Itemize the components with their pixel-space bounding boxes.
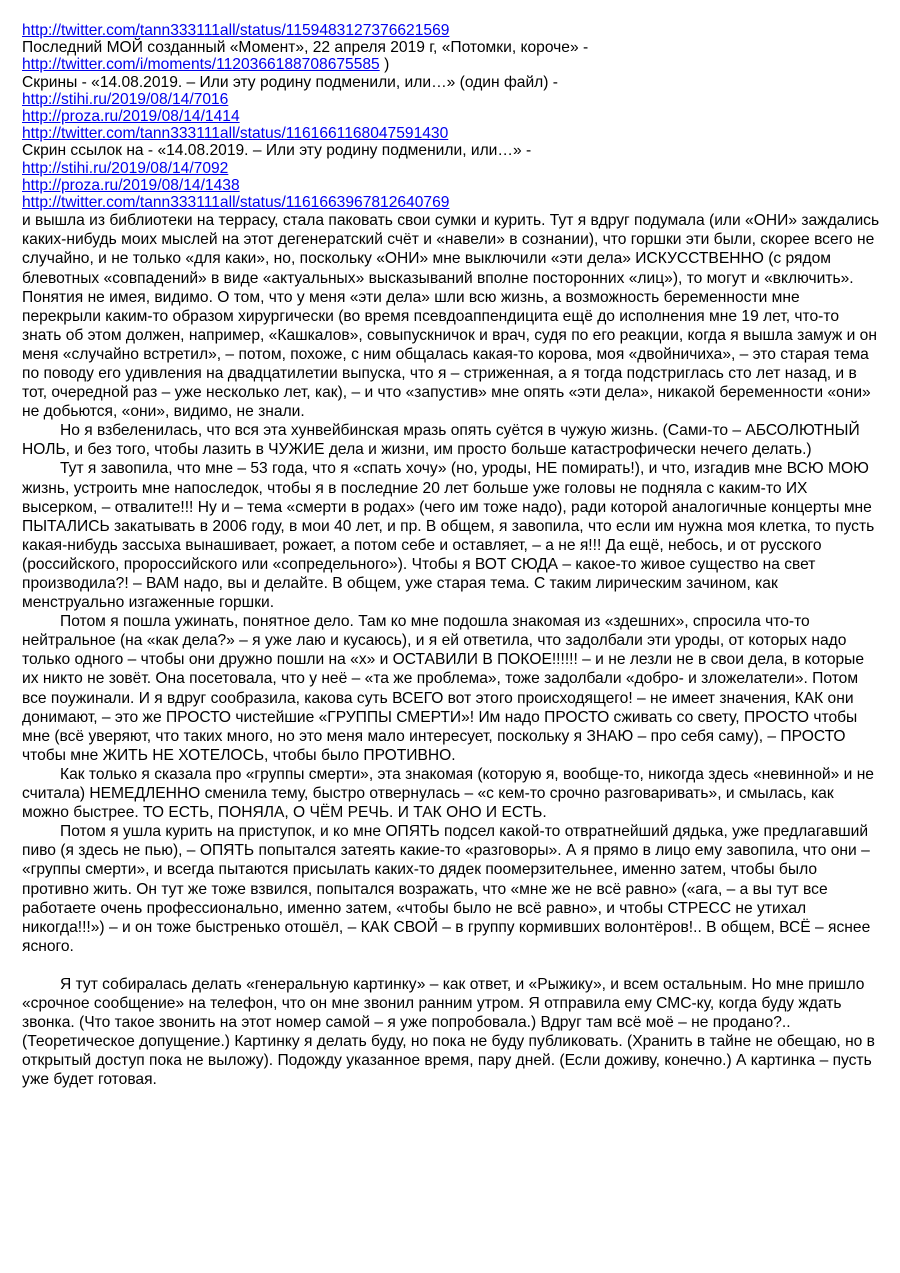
header-line-7 bbox=[22, 125, 882, 142]
body-text bbox=[22, 211, 882, 1089]
link-block bbox=[22, 22, 882, 211]
paragraph-3: Тут я завопила, что мне – 53 года, что я «спать хочу» (но, уроды, НЕ помирать!), и что, изгадив мне ВСЮ МОЮ жизнь, устроить мне напоследок, чтобы я в последние 20 лет больше уже головы не подняла с каким-то ИХ высерком, – отвалите!!! Ну и – тема «смерти в родах» (чего им тоже надо), ради которой аналогичные концерты мне ПЫТАЛИСЬ закатывать в 2006 году, в мои 40 лет, и пр. В общем, я завопила, что если им нужна моя клетка, то пусть какая-нибудь зассыха вынашивает, рожает, а потом себе и оставляет, – а не я!!! Да ещё, небось, и от русского (российского, пророссийского или «сопредельного»). Чтобы я ВОТ СЮДА – какое-то живое существо на свет производила?! – ВАМ надо, вы и делайте. В общем, уже старая тема. С таким лирическим зачином, как менструально изгаженные горшки. bbox=[22, 460, 875, 612]
proza-link-1[interactable]: http://proza.ru/2019/08/14/1414 bbox=[22, 108, 240, 126]
header-line-2: Последний МОЙ созданный «Момент», 22 апреля 2019 г, «Потомки, короче» - bbox=[22, 39, 589, 57]
proza-link-2[interactable]: http://proza.ru/2019/08/14/1438 bbox=[22, 176, 240, 194]
paragraph-6: Потом я ушла курить на приступок, и ко мне ОПЯТЬ подсел какой-то отвратнейший дядька, уже предлагавший пиво (я здесь не пью), – ОПЯТЬ попытался затеять какие-то «разговоры». А я прямо в лицо ему завопила, что они – «группы смерти», и всегда пытаются присылать каких-то дядек поомерзительнее, именно затем, чтобы было противно жить. Он тут же тоже взвился, попытался возражать, что «мне же не всё равно» («ага, – а вы тут все работаете очень профессионально, именно затем, «чтобы было не всё равно», и чтобы СТРЕСС не утихал никогда!!!») – и он тоже быстренько отошёл, – КАК СВОЙ – в группу кормивших волонтёров!.. В общем, ВСЁ – яснее ясного. bbox=[22, 823, 871, 955]
paragraph-4: Потом я пошла ужинать, понятное дело. Там ко мне подошла знакомая из «здешних», спросила что-то нейтральное (на «как дела?» – я уже лаю и кусаюсь), и я ей ответила, что задолбали эти уроды, от которых надо только одного – чтобы они дружно пошли на «х» и ОСТАВИЛИ В ПОКОЕ!!!!!! – и не лезли не в свои дела, в которые их никто не зовёт. Она посетовала, что у неё – «та же проблема», тоже задолбали «добро- и зложелатели». Потом все поужинали. И я вдруг сообразила, какова суть ВСЕГО вот этого происходящего! – не имеет значения, КАК они донимают, – это же ПРОСТО чистейшие «ГРУППЫ СМЕРТИ»! Им надо ПРОСТО сживать со свету, ПРОСТО чтобы мне (всё уверяют, что таких много, но это меня мало интересует, поскольку я ЗНАЮ – про себя саму), – ПРОСТО чтобы мне ЖИТЬ НЕ ХОТЕЛОСЬ, чтобы было ПРОТИВНО. bbox=[22, 613, 865, 764]
paragraph-2: Но я взбеленилась, что вся эта хунвейбинская мразь опять суётся в чужую жизнь. (Сами-то – АБСОЛЮТНЫЙ НОЛЬ, и без того, чтобы лазить в ЧУЖИЕ дела и жизни, им просто больше катастрофически нечего делать.) bbox=[22, 422, 860, 459]
header-line-1 bbox=[22, 22, 882, 39]
twitter-status-link-3[interactable]: http://twitter.com/tann333111all/status/1161663967812640769 bbox=[22, 194, 450, 212]
paragraph-gap bbox=[22, 956, 882, 975]
twitter-status-link-1[interactable]: http://twitter.com/tann333111all/status/1159483127376621569 bbox=[22, 22, 450, 39]
paragraph-5: Как только я сказала про «группы смерти», эта знакомая (которую я, вообще-то, никогда здесь «невинной» и не считала) НЕМЕДЛЕННО сменила тему, быстро отвернулась – «с кем-то срочно разговаривать», и смылась, как можно быстрее. ТО ЕСТЬ, ПОНЯЛА, О ЧЁМ РЕЧЬ. И ТАК ОНО И ЕСТЬ. bbox=[22, 765, 874, 822]
stihi-link-1[interactable]: http://stihi.ru/2019/08/14/7016 bbox=[22, 90, 229, 108]
header-line-4: Скрины - «14.08.2019. – Или эту родину подменили, или…» (один файл) - bbox=[22, 73, 558, 91]
paragraph-7: Я тут собиралась делать «генеральную картинку» – как ответ, и «Рыжику», и всем остальным. Но мне пришло «срочное сообщение» на телефон, что он мне звонил ранним утром. Я отправила ему СМС-ку, когда буду ждать звонка. (Что такое звонить на этот номер самой – я уже попробовала.) Вдруг там всё моё – не продано?.. (Теоретическое допущение.) Картинку я делать буду, но пока не буду публиковать. (Хранить в тайне не обещаю, но в открытый доступ пока не выложу). Подожду указанное время, пару дней. (Если доживу, конечно.) А картинка – пусть уже будет готовая. bbox=[22, 975, 875, 1089]
header-line-8: Скрин ссылок на - «14.08.2019. – Или эту родину подменили, или…» - bbox=[22, 142, 532, 160]
paragraph-1: и вышла из библиотеки на террасу, стала паковать свои сумки и курить. Тут я вдруг подумала (или «ОНИ» заждались каких-нибудь моих мыслей на этот дегенератский счёт и «навели» в сознании), что горшки эти были, скорее всего не случайно, и не только «для каки», но, поскольку «ОНИ» мне выключили «эти дела» ИСКУССТВЕННО (с рядом блевотных «совпадений» в виде «актуальных» высказываний вполне посторонних «лиц»), то могут и «включить». Понятия не имея, видимо. О том, что у меня «эти дела» шли всю жизнь, а возможность беременности мне перекрыли каким-то образом хирургически (во время псевдоаппендицита ещё до исполнения мне 19 лет, что-то знать об этом должен, например, «Кашкалов», совыпускничок и врач, судя по его реакции, когда я вышла замуж и он меня «случайно встретил», – потом, похоже, с ним общалась какая-то корова, моя «двойничиха», – это старая тема по поводу его удивления на двадцатилетии выпуска, что я – стриженная, а я тогда подстриглась сто лет назад, и в тот, очередной раз – уже несколько лет, как), – и что «запустив» мне опять «эти дела», никакой беременности «они» не добьются, «они», видимо, не знали. bbox=[22, 212, 880, 421]
header-line-9 bbox=[22, 160, 882, 177]
twitter-moments-link[interactable]: http://twitter.com/i/moments/1120366188708675585 bbox=[22, 56, 380, 74]
header-line-3-suffix: ) bbox=[379, 56, 390, 74]
header-line-3 bbox=[22, 56, 882, 73]
header-line-5 bbox=[22, 91, 882, 108]
header-line-10 bbox=[22, 177, 882, 194]
header-line-11 bbox=[22, 194, 882, 211]
header-line-6 bbox=[22, 108, 882, 125]
twitter-status-link-2[interactable]: http://twitter.com/tann333111all/status/1161661168047591430 bbox=[22, 125, 449, 143]
stihi-link-2[interactable]: http://stihi.ru/2019/08/14/7092 bbox=[22, 159, 229, 177]
